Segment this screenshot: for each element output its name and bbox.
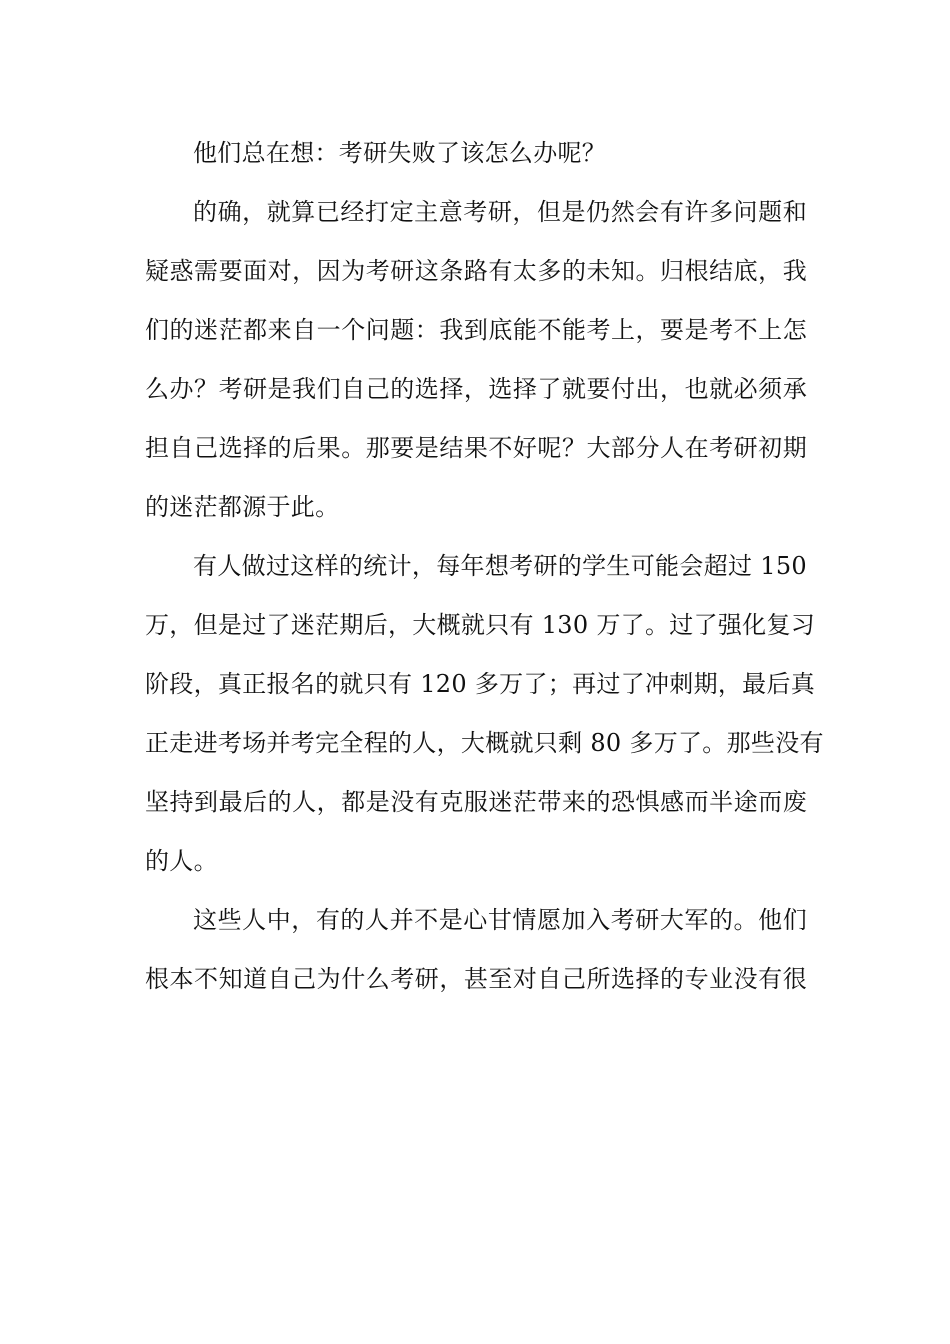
paragraph-line: 根本不知道自己为什么考研，甚至对自己所选择的专业没有很: [145, 965, 807, 993]
document-body: [145, 124, 824, 1009]
paragraph-line: 疑惑需要面对，因为考研这条路有太多的未知。归根结底，我: [145, 257, 807, 285]
paragraph-line: 万，但是过了迷茫期后，大概就只有 130 万了。过了强化复习: [145, 611, 816, 639]
paragraph-4: [145, 891, 807, 1009]
paragraph-2: [145, 183, 807, 537]
paragraph-line: 的确，就算已经打定主意考研，但是仍然会有许多问题和: [193, 198, 807, 226]
paragraph-line: 担自己选择的后果。那要是结果不好呢？大部分人在考研初期: [145, 434, 807, 462]
paragraph-line: 的人。: [145, 847, 218, 875]
paragraph-line: 么办？考研是我们自己的选择，选择了就要付出，也就必须承: [145, 375, 807, 403]
paragraph-line: 这些人中，有的人并不是心甘情愿加入考研大军的。他们: [193, 906, 807, 934]
paragraph-line: 坚持到最后的人，都是没有克服迷茫带来的恐惧感而半途而废: [145, 788, 807, 816]
paragraph-line: 阶段，真正报名的就只有 120 多万了；再过了冲刺期，最后真: [145, 670, 816, 698]
paragraph-line: 们的迷茫都来自一个问题：我到底能不能考上，要是考不上怎: [145, 316, 807, 344]
paragraph-1: [145, 124, 807, 183]
paragraph-line: 他们总在想：考研失败了该怎么办呢？: [193, 139, 607, 167]
paragraph-3: [145, 537, 824, 891]
paragraph-line: 的迷茫都源于此。: [145, 493, 340, 521]
paragraph-line: 有人做过这样的统计，每年想考研的学生可能会超过 150: [193, 552, 807, 580]
paragraph-line: 正走进考场并考完全程的人，大概就只剩 80 多万了。那些没有: [145, 729, 824, 757]
